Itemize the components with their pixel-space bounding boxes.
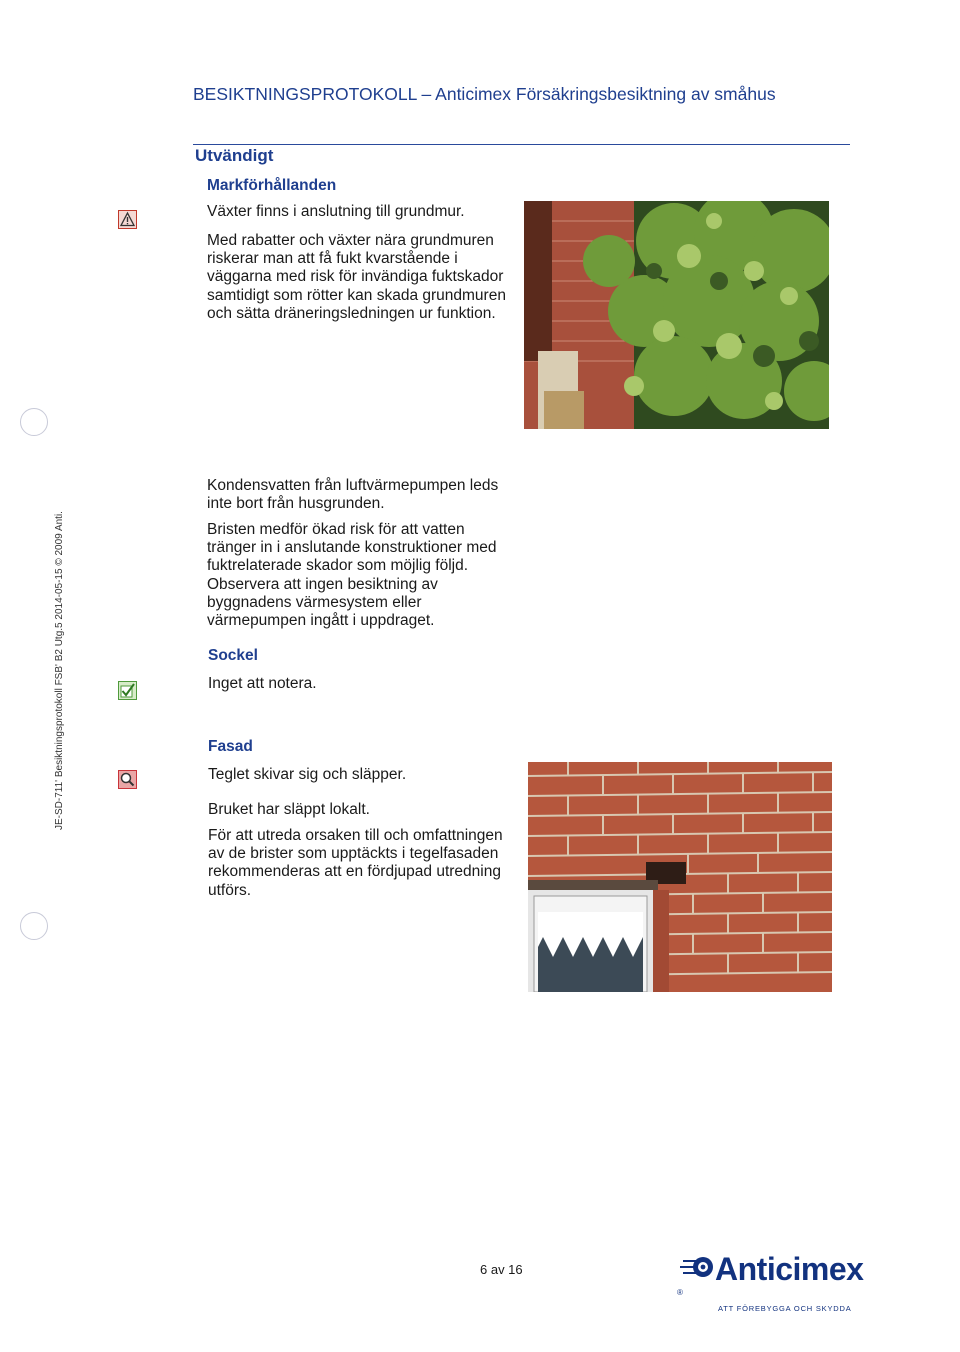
fasad-finding-2: Bruket har släppt lokalt.	[208, 801, 370, 818]
markforhallanden-heading: Markförhållanden	[207, 177, 337, 194]
markforhallanden-risk	[207, 232, 517, 323]
vegetation-photo	[524, 201, 829, 429]
anticimex-emblem-icon	[677, 1252, 715, 1287]
section-title: Utvändigt	[195, 146, 274, 165]
risk-line: samtidigt som rötter kan skada grundmuren	[207, 286, 506, 304]
risk-line: Observera att ingen besiktning av	[207, 575, 438, 593]
risk-line: och sätta dräneringsledningen ur funktion.	[207, 304, 496, 322]
finding-line: inte bort från husgrunden.	[207, 495, 385, 513]
kondens-risk	[207, 521, 517, 630]
risk-line: Bristen medför ökad risk för att vatten	[207, 521, 465, 538]
logo-tagline: ATT FÖREBYGGA OCH SKYDDA	[718, 1304, 852, 1314]
page-number: 6 av 16	[480, 1262, 523, 1277]
brick-facade-photo	[528, 762, 832, 992]
warning-icon	[118, 210, 137, 229]
advice-line: utförs.	[208, 881, 252, 899]
sockel-text: Inget att notera.	[208, 675, 317, 692]
risk-line: värmepumpen ingått i uppdraget.	[207, 612, 435, 630]
sockel-heading: Sockel	[208, 647, 258, 664]
anticimex-logo	[677, 1251, 867, 1313]
advice-line: rekommenderas att en fördjupad utredning	[208, 863, 501, 881]
advice-line: av de brister som upptäckts i tegelfasaden	[208, 845, 499, 863]
logo-registered-mark: ®	[677, 1288, 683, 1297]
risk-line: fuktrelaterade skador som möjlig följd.	[207, 557, 469, 575]
finding-line: Kondensvatten från luftvärmepumpen leds	[207, 477, 499, 494]
kondens-finding	[207, 477, 517, 513]
markforhallanden-finding: Växter finns i anslutning till grundmur.	[207, 203, 465, 220]
checkmark-icon	[118, 681, 137, 700]
fasad-finding-1: Teglet skivar sig och släpper.	[208, 766, 407, 783]
risk-line: väggarna med risk för invändiga fuktskador	[207, 268, 504, 286]
advice-line: För att utreda orsaken till och omfattningen	[208, 827, 503, 844]
fasad-advice	[208, 827, 518, 900]
fasad-heading: Fasad	[208, 738, 253, 755]
risk-line: tränger in i anslutande konstruktioner med	[207, 539, 497, 557]
logo-wordmark: Anticimex	[715, 1251, 864, 1287]
punch-hole	[20, 912, 48, 940]
magnifier-icon	[118, 770, 137, 789]
risk-line: riskerar man att få fukt kvarstående i	[207, 250, 458, 268]
header-divider	[193, 144, 850, 145]
punch-hole	[20, 408, 48, 436]
form-code-text: JE-SD-711' Besiktningsprotokoll FSB' B2 Utg.5 2014-05-15 © 2009 Anti.	[54, 511, 65, 830]
risk-line: Med rabatter och växter nära grundmuren	[207, 232, 494, 249]
document-title: BESIKTNINGSPROTOKOLL – Anticimex Försäkringsbesiktning av småhus	[193, 84, 776, 104]
risk-line: byggnadens värmesystem eller	[207, 593, 422, 611]
